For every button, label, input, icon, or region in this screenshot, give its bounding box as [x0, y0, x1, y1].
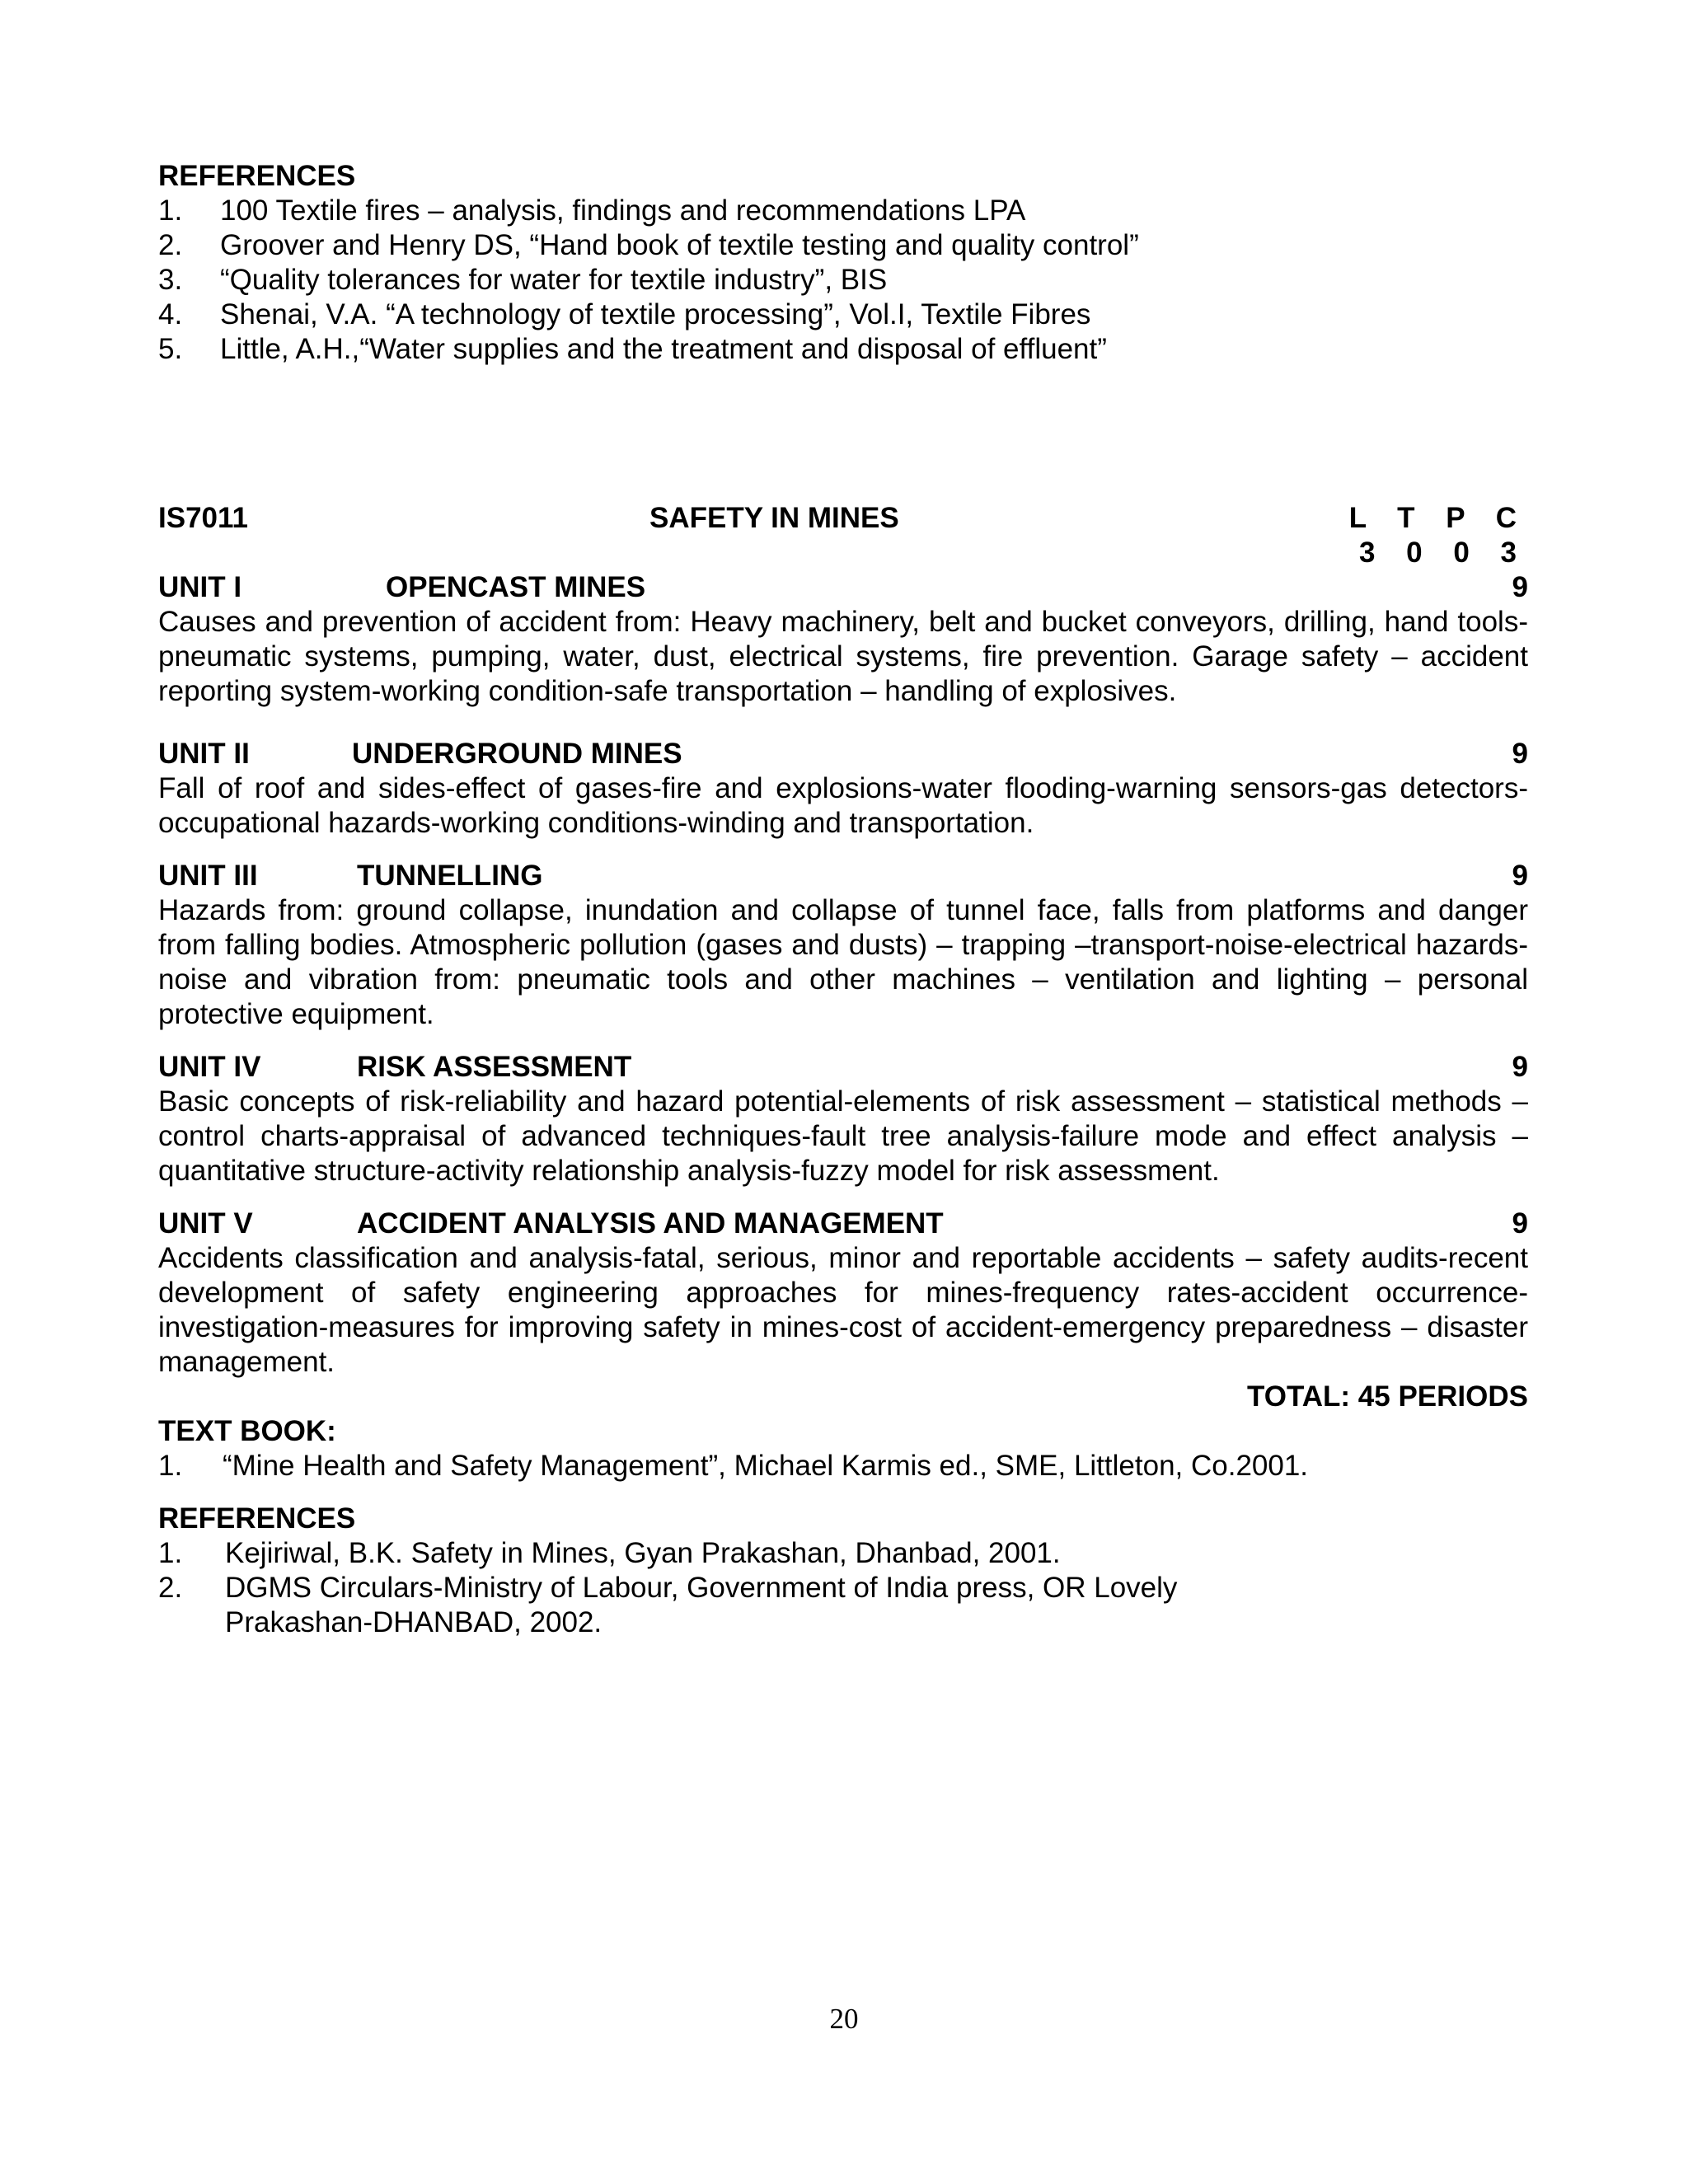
- unit-heading: [158, 1207, 1528, 1241]
- unit-label: UNIT V: [158, 1207, 253, 1240]
- unit-title: ACCIDENT ANALYSIS AND MANAGEMENT: [357, 1207, 944, 1240]
- item-text: DGMS Circulars-Ministry of Labour, Government of India press, OR Lovely: [225, 1572, 1178, 1604]
- ltpc-values: 3 0 0 3: [1358, 537, 1528, 569]
- item-text: “Mine Health and Safety Management”, Michael Karmis ed., SME, Littleton, Co.2001.: [223, 1450, 1309, 1482]
- unit-label: UNIT I: [158, 571, 242, 603]
- references-section: [158, 1502, 1528, 1640]
- unit-title: RISK ASSESSMENT: [357, 1051, 632, 1083]
- text-book-section: [158, 1414, 1528, 1483]
- credits-row: [158, 536, 1528, 570]
- unit-hours: 9: [1512, 860, 1528, 892]
- unit-hours: 9: [1512, 738, 1528, 770]
- list-item: [158, 194, 1528, 228]
- unit-label: UNIT IV: [158, 1051, 261, 1083]
- unit-heading: [158, 570, 1528, 605]
- unit-title: UNDERGROUND MINES: [352, 738, 682, 770]
- item-text: 100 Textile fires – analysis, findings and recommendations LPA: [220, 194, 1026, 227]
- page-number: 20: [829, 2003, 859, 2035]
- item-number: 5.: [158, 333, 183, 365]
- unit-hours: 9: [1512, 1207, 1528, 1240]
- previous-references-heading: REFERENCES: [158, 160, 356, 192]
- unit-heading: [158, 859, 1528, 893]
- previous-references-section: [158, 159, 1528, 367]
- list-item: [158, 263, 1528, 298]
- unit-heading: [158, 737, 1528, 771]
- unit-section: [158, 1050, 1528, 1188]
- item-number: 2.: [158, 229, 183, 261]
- course-code: IS7011: [158, 502, 248, 534]
- item-text-continuation: Prakashan-DHANBAD, 2002.: [225, 1606, 603, 1638]
- unit-title: TUNNELLING: [357, 860, 543, 892]
- item-number: 4.: [158, 298, 183, 330]
- total-periods: TOTAL: 45 PERIODS: [1247, 1380, 1528, 1413]
- list-item: [158, 1536, 1528, 1571]
- list-item: [158, 332, 1528, 367]
- unit-description: Fall of roof and sides-effect of gases-fire and explosions-water flooding-warning sensors-gas detectors-occupational hazards-working conditions-winding and transportation.: [158, 772, 1528, 839]
- list-item: [158, 298, 1528, 332]
- item-text: Kejiriwal, B.K. Safety in Mines, Gyan Prakashan, Dhanbad, 2001.: [225, 1537, 1061, 1569]
- unit-description: Hazards from: ground collapse, inundation and collapse of tunnel face, falls from platforms and danger from falling bodies. Atmospheric pollution (gases and dusts) – trapping –transport-noise-electrical hazards-noise and vibration from: pneumatic tools and other machines – ventilation and lighting – personal protective equipment.: [158, 894, 1528, 1030]
- course-title: SAFETY IN MINES: [649, 502, 899, 534]
- item-number: 1.: [158, 1537, 183, 1569]
- item-number: 1.: [158, 194, 183, 227]
- unit-section: [158, 737, 1528, 841]
- unit-section: [158, 1207, 1528, 1380]
- list-item: [158, 228, 1528, 263]
- previous-references-list: [158, 194, 1528, 367]
- syllabus-page: [158, 159, 1528, 1640]
- list-item: [158, 1449, 1528, 1483]
- unit-label: UNIT II: [158, 738, 250, 770]
- course-header: [158, 501, 1528, 536]
- item-number: 1.: [158, 1450, 183, 1482]
- unit-label: UNIT III: [158, 860, 258, 892]
- unit-description: Causes and prevention of accident from: Heavy machinery, belt and bucket conveyors, drilling, hand tools-pneumatic systems, pumping, water, dust, electrical systems, fire prevention. Garage safety – accident reporting system-working condition-safe transportation – handling of explosives.: [158, 606, 1528, 707]
- unit-description: Accidents classification and analysis-fatal, serious, minor and reportable accidents – safety audits-recent development of safety engineering approaches for mines-frequency rates-accident occurrence-investigation-measures for improving safety in mines-cost of accident-emergency preparedness – disaster management.: [158, 1242, 1528, 1378]
- unit-section: [158, 859, 1528, 1032]
- item-number: 2.: [158, 1572, 183, 1604]
- item-text: Groover and Henry DS, “Hand book of textile testing and quality control”: [220, 229, 1139, 261]
- unit-title: OPENCAST MINES: [386, 571, 646, 603]
- unit-section: [158, 570, 1528, 709]
- unit-description: Basic concepts of risk-reliability and hazard potential-elements of risk assessment – statistical methods – control charts-appraisal of advanced techniques-fault tree analysis-failure mode and effect analysis – quantitative structure-activity relationship analysis-fuzzy model for risk assessment.: [158, 1085, 1528, 1187]
- item-number: 3.: [158, 264, 183, 296]
- list-item: [158, 1571, 1528, 1605]
- unit-heading: [158, 1050, 1528, 1085]
- text-book-heading: TEXT BOOK:: [158, 1415, 336, 1447]
- item-text: Shenai, V.A. “A technology of textile processing”, Vol.I, Textile Fibres: [220, 298, 1091, 330]
- item-text: Little, A.H.,“Water supplies and the treatment and disposal of effluent”: [220, 333, 1107, 365]
- unit-hours: 9: [1512, 571, 1528, 603]
- references-heading: REFERENCES: [158, 1502, 356, 1535]
- ltpc-header: L T P C: [1348, 502, 1528, 534]
- unit-hours: 9: [1512, 1051, 1528, 1083]
- item-text: “Quality tolerances for water for textile industry”, BIS: [220, 264, 888, 296]
